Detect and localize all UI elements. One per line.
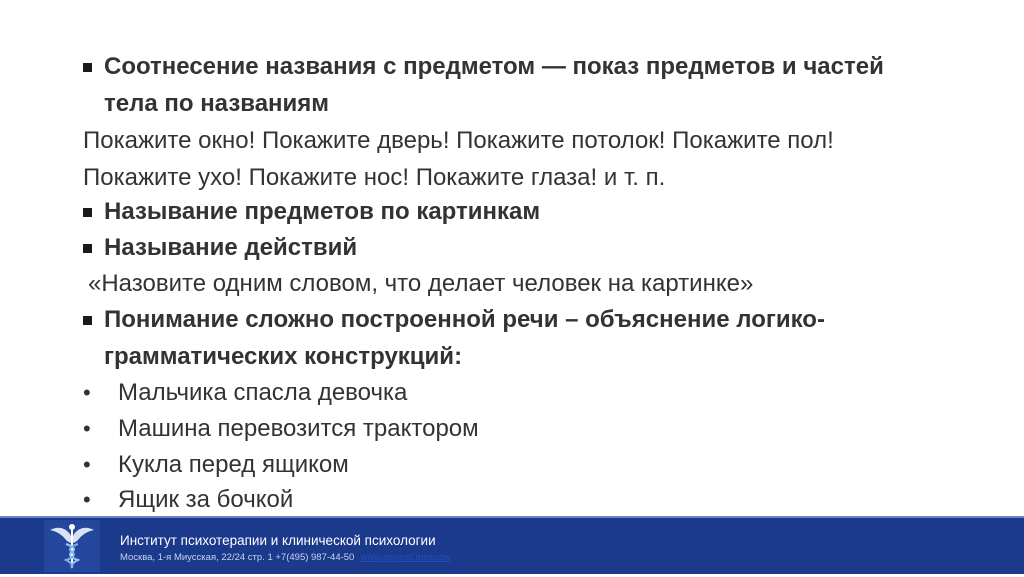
- footer-institute-name: Институт психотерапии и клинической психологии: [120, 533, 436, 548]
- sub-item: Кукла перед ящиком: [118, 451, 349, 478]
- sub-item: Машина перевозится трактором: [118, 415, 479, 442]
- square-bullet-icon: [83, 316, 92, 325]
- footer-website-link[interactable]: www.psyinst.moscow: [360, 552, 451, 563]
- item1-heading-line2: тела по названиям: [104, 90, 330, 117]
- square-bullet-icon: [83, 244, 92, 253]
- example2-quote: «Назовите одним словом, что делает человек на картинке»: [88, 270, 754, 297]
- item3-heading: Называние действий: [104, 234, 358, 261]
- footer-divider: [0, 516, 1024, 518]
- example1-line2: Покажите ухо! Покажите нос! Покажите глаза! и т. п.: [83, 164, 666, 191]
- round-bullet-icon: •: [83, 487, 91, 512]
- item1-heading-line1: Соотнесение названия с предметом — показ предметов и частей: [104, 53, 884, 80]
- square-bullet-icon: [83, 63, 92, 72]
- caduceus-logo-icon: [44, 520, 100, 572]
- item2-heading: Называние предметов по картинкам: [104, 198, 541, 225]
- round-bullet-icon: •: [83, 452, 91, 477]
- item4-heading-line1: Понимание сложно построенной речи – объяснение логико-: [104, 306, 825, 333]
- round-bullet-icon: •: [83, 380, 91, 405]
- footer-address: Москва, 1-я Миусская, 22/24 стр. 1 +7(495) 987-44-50: [120, 552, 355, 563]
- square-bullet-icon: [83, 208, 92, 217]
- item4-heading-line2: грамматических конструкций:: [104, 343, 463, 370]
- round-bullet-icon: •: [83, 416, 91, 441]
- footer-contact-line: [120, 551, 450, 564]
- sub-item: Ящик за бочкой: [118, 486, 294, 513]
- example1-line1: Покажите окно! Покажите дверь! Покажите потолок! Покажите пол!: [83, 127, 834, 154]
- sub-item: Мальчика спасла девочка: [118, 379, 408, 406]
